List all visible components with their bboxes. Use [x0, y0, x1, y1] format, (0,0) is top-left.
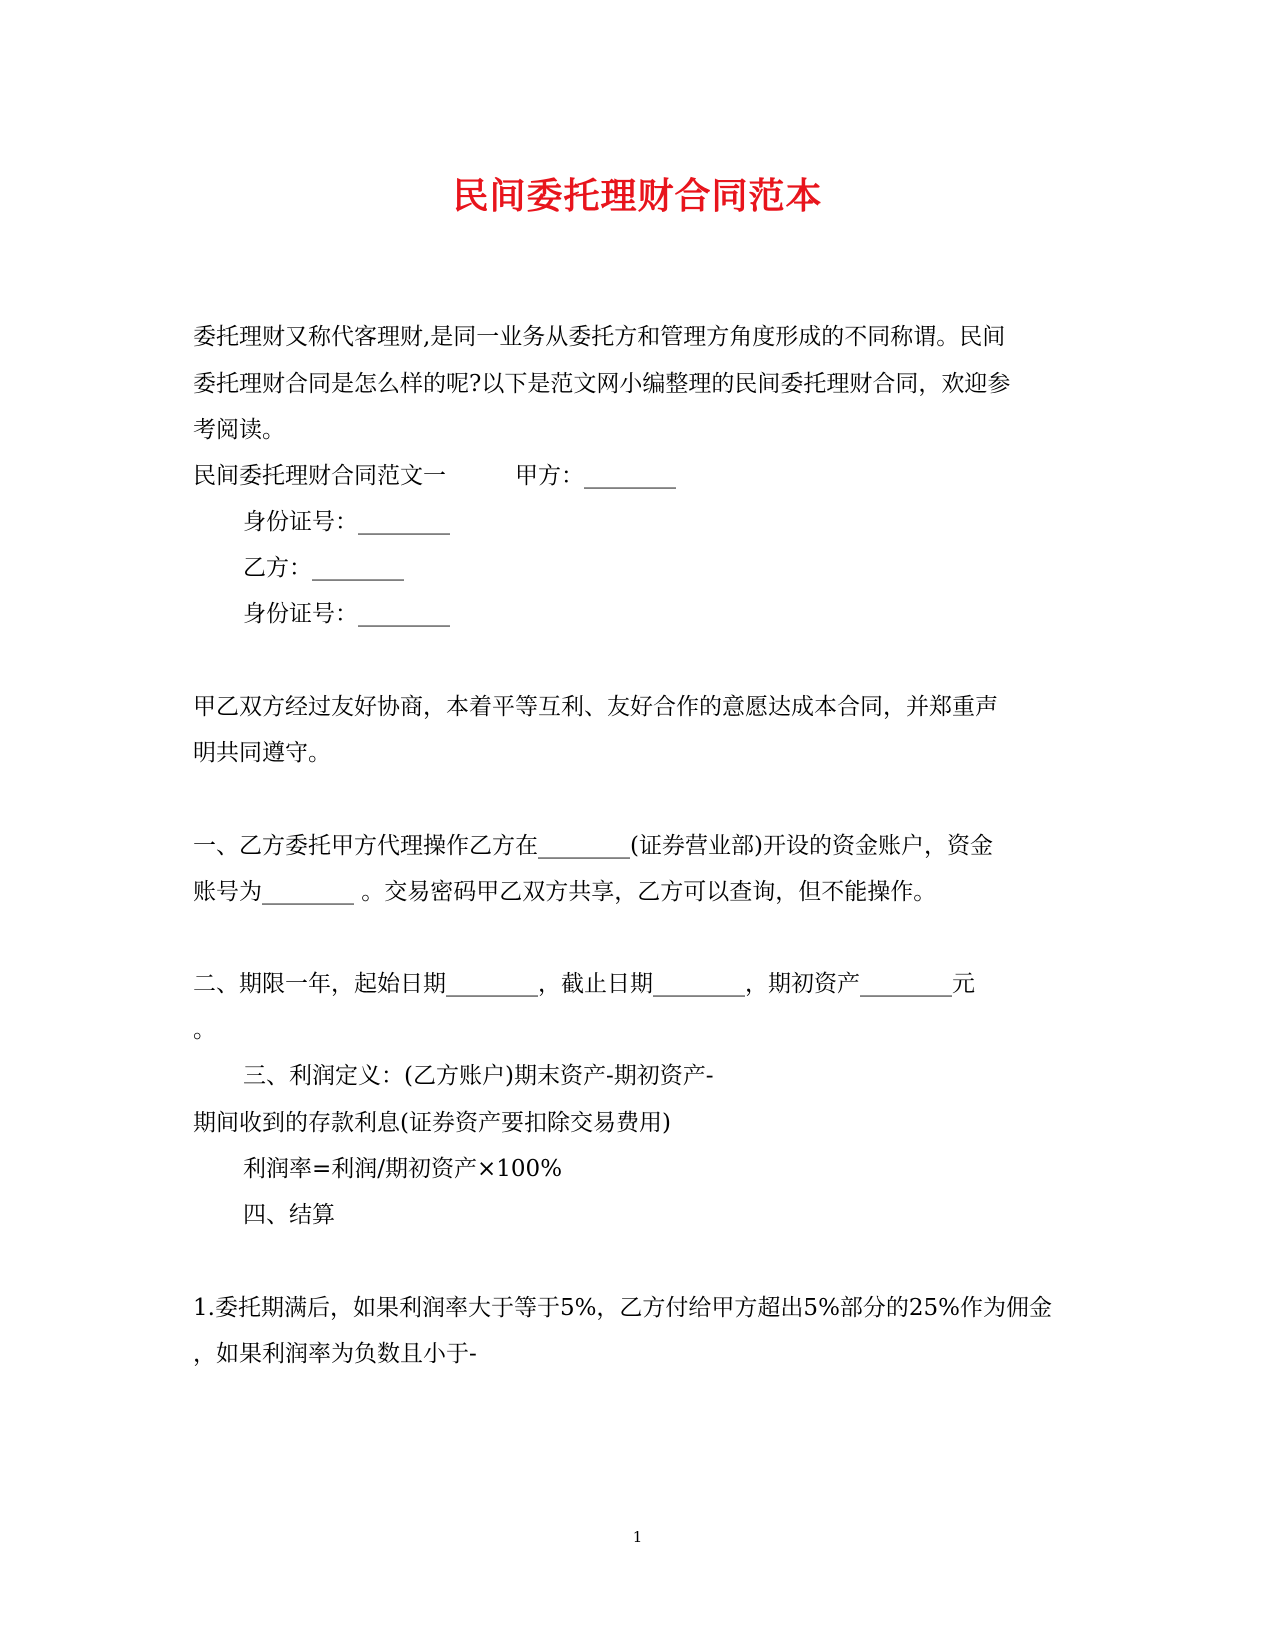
page-number: 1	[632, 1528, 643, 1546]
party-b-id-line: 身份证号：________	[243, 601, 450, 627]
clause-1-line-1: 一、乙方委托甲方代理操作乙方在________(证券营业部)开设的资金账户，资金	[193, 833, 993, 859]
clause-2-line-2: 。	[193, 1017, 216, 1043]
clause-3-line-1: 三、利润定义：(乙方账户)期末资产-期初资产-	[243, 1063, 714, 1089]
contract-sample-heading: 民间委托理财合同范文一 甲方：________	[193, 463, 676, 489]
agreement-line-2: 明共同遵守。	[193, 740, 331, 766]
clause-3-line-2: 期间收到的存款利息(证券资产要扣除交易费用)	[193, 1110, 671, 1136]
intro-line-2: 委托理财合同是怎么样的呢?以下是范文网小编整理的民间委托理财合同，欢迎参	[193, 371, 1011, 397]
party-b-line: 乙方：________	[243, 555, 404, 581]
clause-1-line-2: 账号为________ 。交易密码甲乙双方共享，乙方可以查询，但不能操作。	[193, 879, 937, 905]
clause-4-heading: 四、结算	[243, 1202, 335, 1228]
profit-rate-formula: 利润率=利润/期初资产×100%	[243, 1156, 563, 1182]
party-a-id-line: 身份证号：________	[243, 509, 450, 535]
intro-line-3: 考阅读。	[193, 417, 285, 443]
agreement-line-1: 甲乙双方经过友好协商，本着平等互利、友好合作的意愿达成本合同，并郑重声	[193, 694, 998, 720]
intro-line-1: 委托理财又称代客理财,是同一业务从委托方和管理方角度形成的不同称谓。民间	[193, 324, 1006, 350]
settlement-item-1-line-1: 1.委托期满后，如果利润率大于等于5%，乙方付给甲方超出5%部分的25%作为佣金	[193, 1295, 1053, 1321]
document-title: 民间委托理财合同范本	[452, 175, 823, 217]
settlement-item-1-line-2: ，如果利润率为负数且小于-	[193, 1341, 477, 1367]
clause-2-line-1: 二、期限一年，起始日期________，截止日期________，期初资产________元	[193, 971, 975, 997]
